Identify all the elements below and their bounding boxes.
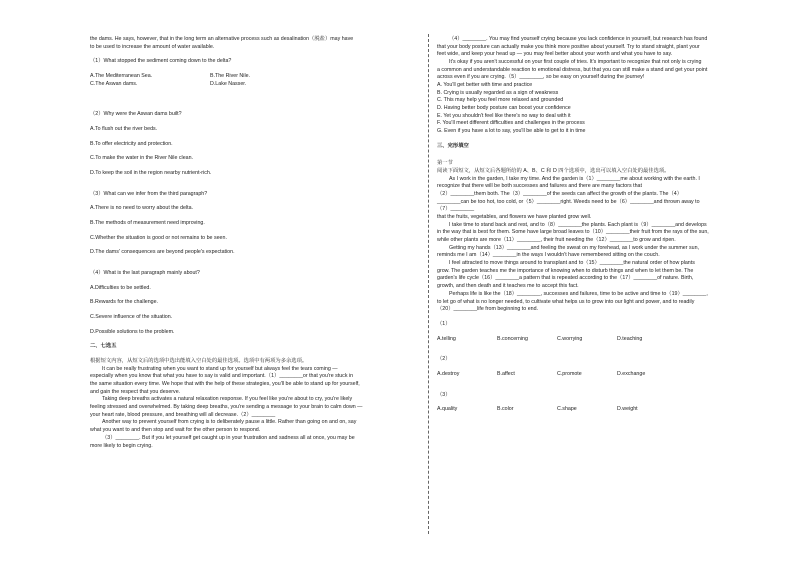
passage-line: It can be really frustrating when you want to stand up for yourself but always feel the tears coming — (102, 365, 338, 372)
choice-item[interactable]: C. This may help you feel more relaxed and grounded (437, 97, 564, 104)
option-d[interactable]: D.teaching (617, 335, 643, 342)
option-c[interactable]: C.Severe influence of the situation. (90, 314, 173, 321)
question-stem: （1）What stopped the sediment coming down to the delta? (90, 58, 232, 65)
cloze-line: recognize that there will be both successes and failures and there are many factors that (437, 183, 642, 190)
cloze-line: I feel attracted to move things around to transplant and to（15）________the natural order of how plants (449, 260, 695, 267)
option-c[interactable]: C.promote (557, 370, 582, 377)
option-b[interactable]: B.The methods of measurement need improving. (90, 220, 205, 227)
passage-line: a common and understandable reaction to emotional distress, but that you can still make a stand and get your point (437, 66, 708, 73)
option-b[interactable]: B.The River Nile. (210, 73, 251, 80)
mc-options-row (437, 406, 767, 414)
option-a[interactable]: A.There is no need to worry about the delta. (90, 205, 194, 212)
cloze-line: to let go of what is no longer needed, to cultivate what helps us to grow into our light and power, and to readily (437, 298, 695, 305)
option-d[interactable]: D.Lake Nasser. (210, 80, 247, 87)
option-c[interactable]: C.shape (557, 406, 577, 413)
option-d[interactable]: D.exchange (617, 370, 646, 377)
mc-number: （1） (437, 320, 451, 327)
section-instruction: 阅读下面短文，从短文后各题所给的 A、B、C 和 D 四个选项中，选出可以填入空白处的最佳选项。 (437, 168, 670, 175)
passage-line: the same situation every time. We hope that with the help of these strategies, you'll be able to stand up for yourself, (90, 381, 360, 388)
option-c[interactable]: C.To make the water in the River Nile clean. (90, 155, 194, 162)
option-b[interactable]: B.Rewards for the challenge. (90, 299, 159, 306)
choice-item[interactable]: F. You'll meet different difficulties and challenges in the process (437, 120, 585, 127)
choice-item[interactable]: A. You'll get better with time and practice (437, 82, 533, 89)
option-c[interactable]: C.worrying (557, 335, 583, 342)
cloze-line: （2）________them both. The（3）________of the seeds can affect the growth of the plants. The（4） (437, 191, 682, 198)
cloze-line: Getting my hands（13）________and feeling the sweat on my forehead, as I work under the summer sun, (449, 244, 699, 251)
option-b[interactable]: B.color (497, 406, 514, 413)
option-c[interactable]: C.The Aswan dams. (90, 80, 138, 87)
left-column (90, 36, 418, 450)
option-d[interactable]: D.To keep the soil in the region nearby nutrient-rich. (90, 170, 212, 177)
choice-item[interactable]: B. Crying is usually regarded as a sign of weakness (437, 89, 559, 96)
option-a[interactable]: A.The Mediterranean Sea. (90, 73, 153, 80)
cloze-line: grow. The garden teaches me the importance of knowing when to disturb things and when to let them be. The (437, 267, 694, 274)
options-row (90, 73, 418, 81)
choice-item[interactable]: E. Yet you shouldn't feel like there's no way to deal with it (437, 112, 571, 119)
options-row (90, 81, 418, 89)
option-b[interactable]: B.To offer electricity and protection. (90, 140, 173, 147)
question-stem: （3）What can we infer from the third paragraph? (90, 190, 208, 197)
passage-line: It's okay if you aren't successful on your first couple of tries. It's important to recognize that not only is crying (449, 59, 702, 66)
question-stem: （4）What is the last paragraph mainly about? (90, 270, 200, 277)
passage-line: （3）________. But if you let yourself get caught up in your frustration and sadness all at once, you may be (102, 434, 355, 441)
section-title: 三、完形填空 (437, 142, 469, 149)
section-instruction: 根据短文内容，从短文后的选项中选出能填入空白处的最佳选项。选项中有两项为多余选项。 (90, 358, 308, 365)
option-a[interactable]: A.destroy (437, 370, 460, 377)
option-d[interactable]: D.The dams' consequences are beyond people's expectation. (90, 249, 235, 256)
passage-line: and gain the respect that you deserve. (90, 388, 181, 395)
choice-item[interactable]: G. Even if you have a lot to say, you'll be able to get to it in time (437, 128, 586, 135)
cloze-line: （7）________ (437, 206, 475, 213)
option-a[interactable]: A.telling (437, 335, 456, 342)
option-b[interactable]: B.concerning (497, 335, 528, 342)
passage-line: feet wide, and keep your head up — you may feel better about your worth and what you have to say. (437, 51, 673, 58)
section-subtitle: 第一节 (437, 160, 453, 167)
cloze-line: Perhaps life is like the（18）________, successes and failures, time to be active and time to（19）________, (449, 290, 708, 297)
option-d[interactable]: D.weight (617, 406, 638, 413)
cloze-line: in the way that is best for them. Some have large broad leaves to（10）________their fruit from the rays of the sun, (437, 229, 709, 236)
mc-number: （2） (437, 356, 451, 363)
intro-line: to be used to increase the amount of water available. (90, 43, 215, 50)
mc-options-row (437, 371, 767, 379)
column-divider (428, 34, 429, 534)
passage-line: that your body posture can actually make you think more positive about yourself. Try to stand straight, plant your (437, 43, 700, 50)
option-a[interactable]: A.To flush out the river beds. (90, 126, 158, 133)
cloze-line: （20）________life from beginning to end. (437, 306, 539, 313)
passage-line: what you want to and then stop and wait for the other person to respond. (90, 427, 261, 434)
passage-line: more likely to begin crying. (90, 442, 153, 449)
option-a[interactable]: A.quality (437, 406, 458, 413)
passage-line: Taking deep breaths activates a natural relaxation response. If you feel like you're about to cry, you're likely (102, 396, 353, 403)
section-title: 二、七选五 (90, 343, 117, 350)
option-d[interactable]: D.Possible solutions to the problem. (90, 328, 175, 335)
option-c[interactable]: C.Whether the situation is good or not remains to be seen. (90, 234, 227, 241)
intro-line: the dams. He says, however, that in the long term an alternative process such as desalination（脱盐）may have (90, 36, 354, 42)
question-stem: （2）Why were the Aswan dams built? (90, 111, 182, 118)
cloze-line: I take time to stand back and rest, and to（8）________the plants. Each plant is（9）________and develops (449, 221, 707, 228)
cloze-line: growth, and then death and it teaches me to accept this fact. (437, 283, 579, 290)
passage-line: （4）________. You may find yourself crying because you lack confidence in yourself, but research has found (449, 36, 708, 42)
cloze-line: that the fruits, vegetables, and flowers we have planted grow well. (437, 214, 592, 221)
cloze-line: reminds me I am（14）________in the ways I wouldn't have remembered sitting on the couch. (437, 252, 660, 259)
choice-item[interactable]: D. Having better body posture can boost your confidence (437, 105, 571, 112)
passage-line: Another way to prevent yourself from crying is to deliberately pause a little. Rather than going on and on, say (102, 419, 357, 426)
mc-number: （3） (437, 391, 451, 398)
right-column (437, 36, 767, 414)
cloze-line: while other plants are more（11）________, their fruit needing the（12）________to grow and ripen. (437, 237, 676, 244)
option-a[interactable]: A.Difficulties to be settled. (90, 284, 151, 291)
passage-line: your heart rate, blood pressure, and breathing will all decrease.（2）________ (90, 411, 276, 418)
mc-options-row (437, 336, 767, 344)
cloze-line: ________can be too hot, too cold, or（5）________right. Weeds need to be（6）________and thrown away to (437, 198, 700, 205)
option-b[interactable]: B.affect (497, 370, 515, 377)
passage-line: across even if you are crying.（5）________, so be easy on yourself during the journey! (437, 74, 645, 81)
cloze-line: As I work in the garden, I take my time. And the garden is（1）________me about working with the earth. I (449, 175, 700, 182)
passage-line: especially when you know that what you have to say is valid and important.（1）________or that you're stuck in (90, 373, 354, 380)
cloze-line: garden's life cycle（16）________a pattern that is repeated according to the（17）________of nature. Birth, (437, 275, 694, 282)
passage-line: feeling stressed and overwhelmed. By taking deep breaths, you're sending a message to your brain to calm down — (90, 404, 363, 411)
